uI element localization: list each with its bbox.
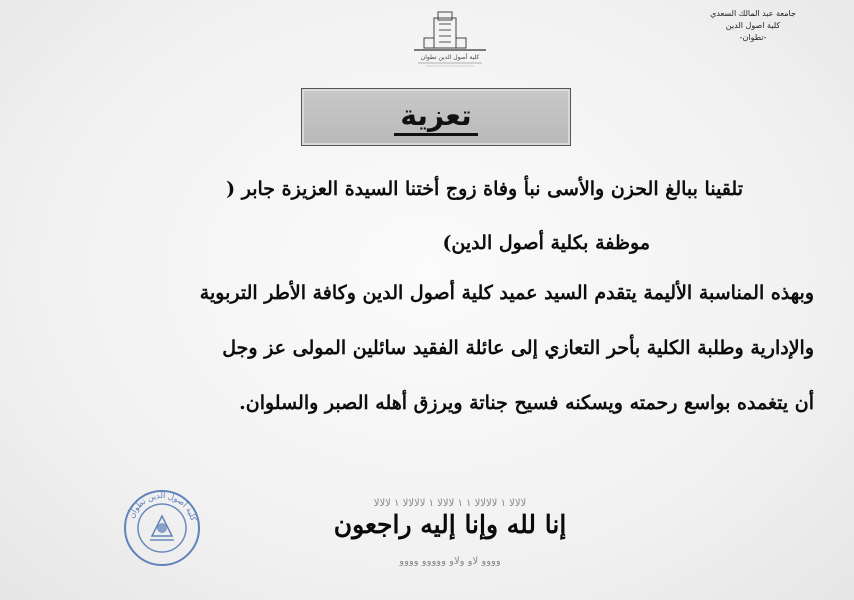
faculty-seal-icon (122, 488, 202, 568)
faculty-name: كلية اصول الدين (725, 21, 781, 30)
message-line: تلقينا ببالغ الحزن والأسى نبأ وفاة زوج أختنا السيدة العزيزة جابر ( (226, 178, 743, 200)
city-name: -تطوان- (739, 33, 767, 42)
calligraphy-decoration-bottom: ﻭﻭﻭﻭ ﻻﻭ ﻭﻻﻭ ﻭﻭﻭﻭﻭ ﻭﻭﻭﻭ (399, 556, 501, 566)
message-line: والإدارية وطلبة الكلية بأحر التعازي إلى عائلة الفقيد سائلين المولى عز وجل (222, 337, 814, 359)
calligraphy-text: إنا لله وإنا إليه راجعون (333, 510, 567, 539)
title-box (301, 88, 571, 146)
letterhead (688, 8, 818, 44)
faculty-emblem-icon (404, 8, 496, 70)
calligraphy-verse (262, 496, 638, 574)
emblem-caption: كلية أصول الدين تطوان (420, 54, 480, 61)
page-title: تعزية (394, 99, 477, 136)
message-line: وبهذه المناسبة الأليمة يتقدم السيد عميد كلية أصول الدين وكافة الأطر التربوية (199, 282, 814, 304)
seal-ring-text: كلية أصول الدين تطوان (126, 490, 199, 522)
message-line: موظفة بكلية أصول الدين) (442, 232, 650, 254)
calligraphy-decoration-top: ﻻﻻﻻ ١ ﻻﻻﻻﻻ ١ ١ ﻻﻻﻻ ١ ﻻﻻﻻﻻ ١ ﻻﻻﻻ (373, 498, 527, 508)
message-line: أن يتغمده بواسع رحمته ويسكنه فسيح جناتة ويرزق أهله الصبر والسلوان. (239, 392, 814, 414)
university-name: جامعة عبد المالك السعدي (710, 9, 796, 18)
